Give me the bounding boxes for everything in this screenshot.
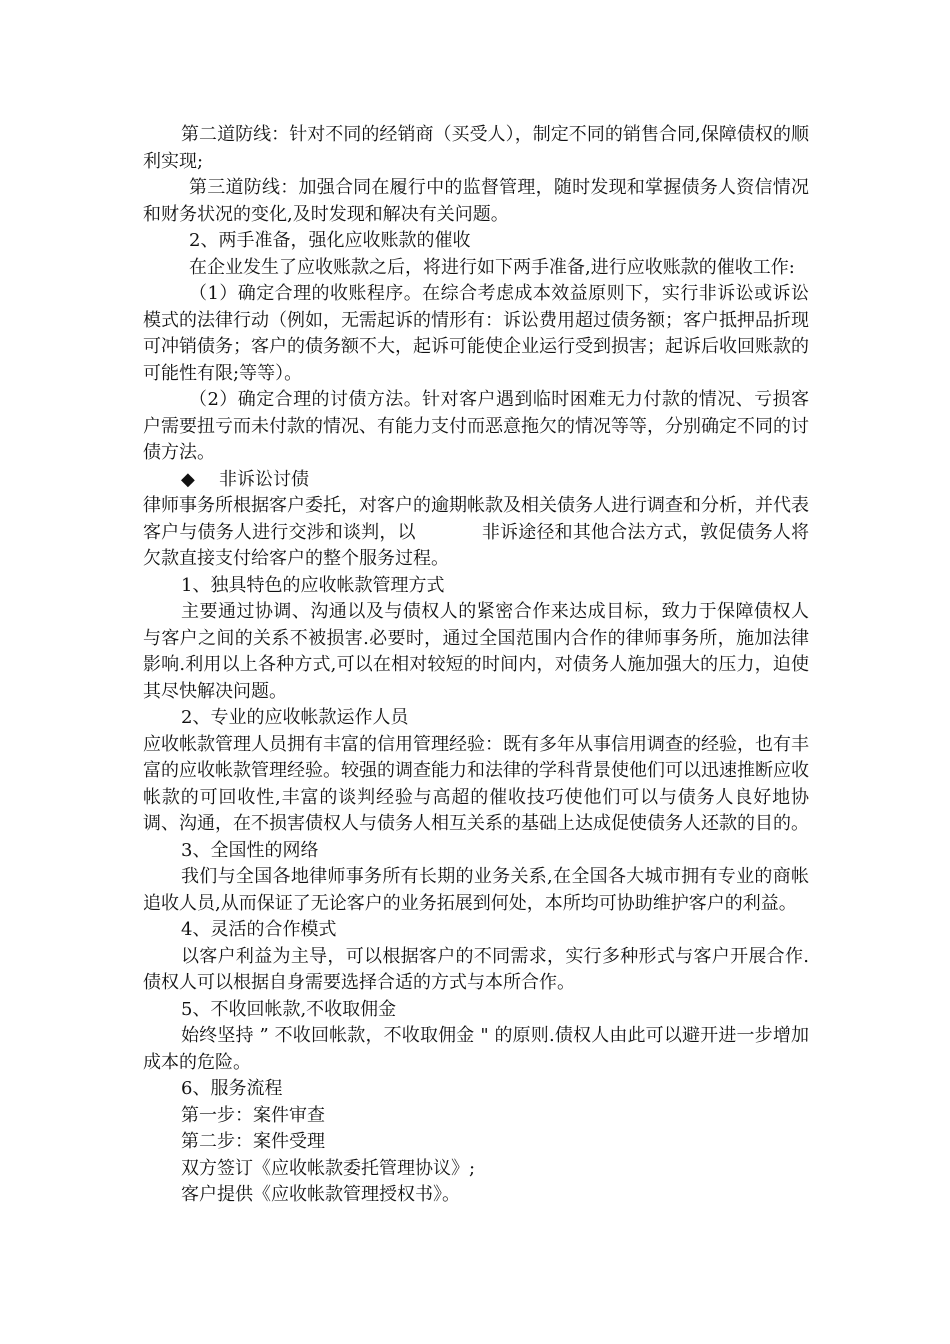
sign-agreement: 双方签订《应收帐款委托管理协议》;: [181, 1157, 476, 1179]
heading-professional-staff: 2、专业的应收帐款运作人员: [181, 707, 409, 728]
document-body: [143, 122, 809, 1209]
heading-service-flow: 6、服务流程: [181, 1078, 283, 1099]
paragraph-law-firm-service: [143, 493, 809, 573]
paragraph-professional-staff: 应收帐款管理人员拥有丰富的信用管理经验：既有多年从事信用调查的经验，也有丰富的应收帐款管理经验。较强的调查能力和法律的学科背景使他们可以迅速推断应收帐款的可回收性,丰富的谈判经验与高超的催收技巧使他们可以与债务人良好地协调、沟通，在不损害债权人与债务人相互关系的基础上达成促使债务人还款的目的。: [143, 733, 809, 834]
heading-flexible-cooperation: 4、灵活的合作模式: [181, 919, 337, 940]
paragraph-no-commission: 始终坚持 ” 不收回帐款，不收取佣金 " 的原则.债权人由此可以避开进一步增加成本的危险。: [143, 1025, 809, 1073]
paragraph-national-network: 我们与全国各地律师事务所有长期的业务关系,在全国各大城市拥有专业的商帐追收人员,从而保证了无论客户的业务拓展到何处，本所均可协助维护客户的利益。: [143, 866, 809, 914]
paragraph-collection-intro: 在企业发生了应收账款之后，将进行如下两手准备,进行应收账款的催收工作:: [189, 256, 795, 278]
heading-unique-management: 1、独具特色的应收帐款管理方式: [181, 574, 445, 596]
heading-non-litigation: [143, 467, 809, 494]
paragraph-law-firm-service-part2: 非诉途径和其他合法方式，敦促债务人将欠款直接支付给客户的整个服务过程。: [143, 521, 810, 569]
paragraph-law-firm-service-part1: 律师事务所根据客户委托，对客户的逾期帐款及相关债务人进行调查和分析，并代表客户与债务人进行交涉和谈判，以: [143, 495, 809, 543]
step-one: 第一步：案件审查: [181, 1104, 325, 1126]
diamond-bullet-icon: ◆: [181, 468, 195, 490]
paragraph-procedure-2: （2）确定合理的讨债方法。针对客户遇到临时困难无力付款的情况、亏损客户需要扭亏而未付款的情况、有能力支付而恶意拖欠的情况等等，分别确定不同的讨债方法。: [143, 389, 809, 463]
heading-no-commission: 5、不收回帐款,不收取佣金: [181, 998, 397, 1020]
paragraph-third-line-defense-3: 第三道防线：加强合同在履行中的监督管理，随时发现和掌握债务人资信情况和财务状况的变化,及时发现和解决有关问题。: [143, 177, 809, 225]
step-two: 第二步：案件受理: [181, 1131, 325, 1152]
provide-authorization: 客户提供《应收帐款管理授权书》。: [181, 1184, 460, 1205]
paragraph-third-line-defense-2: 第二道防线：针对不同的经销商（买受人），制定不同的销售合同,保障债权的顺利实现;: [143, 124, 809, 172]
paragraph-flexible-cooperation: 以客户利益为主导，可以根据客户的不同需求，实行多种形式与客户开展合作.债权人可以根据自身需要选择合适的方式与本所合作。: [143, 945, 809, 993]
heading-two-preparations: 2、两手准备，强化应收账款的催收: [189, 230, 471, 251]
paragraph-procedure-1: （1）确定合理的收账程序。在综合考虑成本效益原则下，实行非诉讼或诉讼模式的法律行动（例如，无需起诉的情形有：诉讼费用超过债务额；客户抵押品折现可冲销债务；客户的债务额不大，起诉可能使企业运行受到损害；起诉后收回账款的可能性有限;等等）。: [143, 283, 809, 384]
heading-national-network: 3、全国性的网络: [181, 839, 319, 861]
heading-non-litigation-text: 非诉讼讨债: [219, 468, 309, 490]
paragraph-unique-management: 主要通过协调、沟通以及与债权人的紧密合作来达成目标，致力于保障债权人与客户之间的关系不被损害.必要时，通过全国范围内合作的律师事务所，施加法律影响.利用以上各种方式,可以在相对较短的时间内，对债务人施加强大的压力，迫使其尽快解决问题。: [143, 601, 809, 702]
